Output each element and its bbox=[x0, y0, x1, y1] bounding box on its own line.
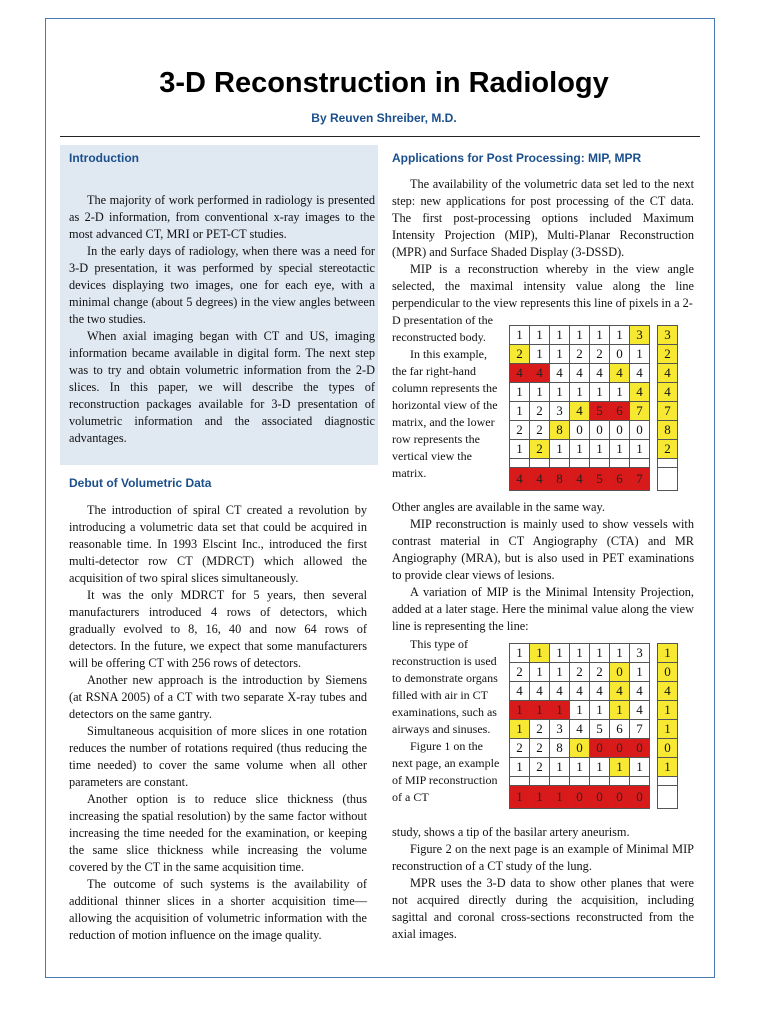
matrix-cell: 3 bbox=[630, 644, 650, 663]
matrix-cell: 1 bbox=[530, 786, 550, 809]
matrix-projection-row bbox=[510, 786, 678, 809]
paragraph: When axial imaging began with CT and US, imaging information became available in digital form. The next step was to try and obtain volumetric information from the 2-D slices. In this paper, we will describe the types of reconstruction packages available for 3-D presentation of volumetric information and the associated diagnostic advantages. bbox=[69, 329, 375, 445]
matrix-cell: 1 bbox=[610, 440, 630, 459]
debut-text bbox=[69, 502, 367, 944]
matrix-cell: 2 bbox=[510, 345, 530, 364]
paragraph: Other angles are available in the same way. bbox=[392, 500, 605, 514]
matrix-cell: 2 bbox=[530, 758, 550, 777]
paragraph: It was the only MDRCT for 5 years, then several manufacturers introduced 4 rows of detectors, which gradually evolved to 8, 16, 40 and now 64 rows of detectors. In the future, we expect that some manufacturers will be offering CT with 256 rows of detectors. bbox=[69, 588, 367, 670]
matrix-spacer bbox=[650, 786, 658, 809]
matrix-cell: 1 bbox=[658, 720, 678, 739]
matrix-spacer bbox=[650, 402, 658, 421]
matrix-cell: 0 bbox=[590, 739, 610, 758]
matrix-cell: 4 bbox=[510, 468, 530, 491]
matrix-spacer bbox=[650, 701, 658, 720]
matrix-cell: 1 bbox=[550, 701, 570, 720]
matrix-cell: 1 bbox=[550, 786, 570, 809]
matrix-cell: 4 bbox=[630, 701, 650, 720]
matrix-cell: 1 bbox=[530, 345, 550, 364]
matrix-cell: 4 bbox=[530, 682, 550, 701]
matrix-gap bbox=[510, 459, 678, 468]
matrix-cell: 2 bbox=[658, 345, 678, 364]
matrix-spacer bbox=[650, 777, 658, 786]
minip-matrix bbox=[509, 643, 678, 809]
matrix-row bbox=[510, 402, 678, 421]
matrix-cell: 7 bbox=[630, 468, 650, 491]
matrix-cell: 4 bbox=[570, 364, 590, 383]
matrix-cell: 1 bbox=[510, 440, 530, 459]
minip-wrap-text bbox=[392, 636, 502, 806]
matrix-cell: 1 bbox=[550, 644, 570, 663]
matrix-cell: 4 bbox=[530, 364, 550, 383]
matrix-cell: 1 bbox=[658, 758, 678, 777]
paragraph: MPR uses the 3-D data to show other planes that were not acquired directly during the acquisition, including sagittal and coronal cross-sections reconstructed from the axial images. bbox=[392, 876, 694, 941]
matrix-spacer bbox=[650, 459, 658, 468]
matrix-cell: 3 bbox=[550, 402, 570, 421]
matrix-cell: 5 bbox=[590, 402, 610, 421]
matrix-cell: 3 bbox=[658, 326, 678, 345]
matrix-cell: 4 bbox=[658, 682, 678, 701]
matrix-gap-cell bbox=[550, 777, 570, 786]
matrix-gap-cell bbox=[510, 777, 530, 786]
matrix-cell: 4 bbox=[590, 364, 610, 383]
paragraph: MIP reconstruction is mainly used to show vessels with contrast material in CT Angiography (CTA) and MR Angiography (MRA), but is also used in PET examinations to provide clear views of lesions. bbox=[392, 517, 694, 582]
matrix-cell: 1 bbox=[570, 758, 590, 777]
matrix-cell: 1 bbox=[530, 663, 550, 682]
matrix-spacer bbox=[650, 326, 658, 345]
matrix-cell: 1 bbox=[590, 701, 610, 720]
matrix-cell: 1 bbox=[630, 440, 650, 459]
matrix-cell: 2 bbox=[590, 663, 610, 682]
matrix-spacer bbox=[650, 383, 658, 402]
matrix-cell: 5 bbox=[590, 720, 610, 739]
matrix-cell: 7 bbox=[630, 402, 650, 421]
matrix-cell: 4 bbox=[630, 682, 650, 701]
matrix-cell: 1 bbox=[590, 644, 610, 663]
matrix-row bbox=[510, 383, 678, 402]
matrix-cell: 1 bbox=[570, 383, 590, 402]
matrix-gap-cell bbox=[550, 459, 570, 468]
matrix-cell: 4 bbox=[610, 364, 630, 383]
matrix-row bbox=[510, 364, 678, 383]
mip-wrap-text bbox=[392, 312, 502, 482]
matrix-cell: 6 bbox=[610, 720, 630, 739]
matrix-row bbox=[510, 739, 678, 758]
matrix-cell: 1 bbox=[550, 663, 570, 682]
matrix-cell: 0 bbox=[590, 786, 610, 809]
matrix-empty-cell bbox=[658, 468, 678, 491]
matrix-cell: 1 bbox=[570, 440, 590, 459]
matrix-spacer bbox=[650, 364, 658, 383]
paragraph: Figure 1 on the next page, an example of MIP reconstruction of a CT bbox=[392, 739, 500, 804]
matrix-gap-cell bbox=[570, 777, 590, 786]
matrix-cell: 7 bbox=[630, 720, 650, 739]
matrix-cell: 1 bbox=[530, 701, 550, 720]
matrix-cell: 0 bbox=[630, 739, 650, 758]
matrix-spacer bbox=[650, 421, 658, 440]
matrix-cell: 1 bbox=[570, 644, 590, 663]
matrix-gap-cell bbox=[530, 459, 550, 468]
matrix-cell: 2 bbox=[658, 440, 678, 459]
matrix-cell: 4 bbox=[610, 682, 630, 701]
matrix-cell: 8 bbox=[550, 468, 570, 491]
matrix-row bbox=[510, 326, 678, 345]
debut-heading: Debut of Volumetric Data bbox=[69, 476, 212, 490]
matrix-cell: 4 bbox=[530, 468, 550, 491]
matrix-gap-cell bbox=[610, 777, 630, 786]
matrix-cell: 4 bbox=[570, 682, 590, 701]
paragraph: Simultaneous acquisition of more slices in one rotation reduces the number of rotations required (thus reducing the time needed) to cover the same volume when all other parameters are constant. bbox=[69, 724, 367, 789]
introduction-text bbox=[69, 192, 375, 447]
matrix-cell: 2 bbox=[510, 421, 530, 440]
matrix-cell: 1 bbox=[610, 644, 630, 663]
paragraph: The majority of work performed in radiology is presented as 2-D information, from conventional x-ray images to the most advanced CT, MRI or PET-CT studies. bbox=[69, 193, 375, 241]
matrix-spacer bbox=[650, 440, 658, 459]
matrix-cell: 1 bbox=[510, 644, 530, 663]
matrix-cell: 1 bbox=[630, 345, 650, 364]
matrix-cell: 1 bbox=[590, 383, 610, 402]
matrix-cell: 2 bbox=[590, 345, 610, 364]
matrix-cell: 4 bbox=[570, 402, 590, 421]
matrix-cell: 5 bbox=[590, 468, 610, 491]
matrix-cell: 1 bbox=[510, 786, 530, 809]
matrix-cell: 1 bbox=[570, 701, 590, 720]
matrix-cell: 2 bbox=[570, 345, 590, 364]
matrix-gap-cell bbox=[658, 777, 678, 786]
matrix-cell: 0 bbox=[570, 421, 590, 440]
matrix-spacer bbox=[650, 468, 658, 491]
paragraph: D presentation of the reconstructed body. bbox=[392, 313, 493, 344]
matrix-cell: 1 bbox=[550, 440, 570, 459]
applications-intro-text bbox=[392, 176, 694, 312]
page-title: 3-D Reconstruction in Radiology bbox=[159, 67, 609, 100]
paragraph: In the early days of radiology, when there was a need for 3-D presentation, it was performed by special stereotactic devices displaying two images, one for each eye, with a minimal change (about 5 degrees) in the view angles between the two studies. bbox=[69, 244, 375, 326]
matrix-cell: 1 bbox=[510, 720, 530, 739]
paragraph: The outcome of such systems is the availability of additional thinner slices in a shorter acquisition time—allowing the acquisition of volumetric information with the reduction of motion influence on the image quality. bbox=[69, 877, 367, 942]
matrix-spacer bbox=[650, 720, 658, 739]
matrix-cell: 4 bbox=[658, 364, 678, 383]
matrix-cell: 0 bbox=[570, 786, 590, 809]
matrix-cell: 1 bbox=[570, 326, 590, 345]
matrix-cell: 8 bbox=[550, 421, 570, 440]
paragraph: study, shows a tip of the basilar artery aneurism. bbox=[392, 825, 630, 839]
matrix-cell: 2 bbox=[530, 421, 550, 440]
matrix-cell: 4 bbox=[630, 383, 650, 402]
matrix-empty-cell bbox=[658, 786, 678, 809]
matrix-spacer bbox=[650, 739, 658, 758]
matrix-cell: 0 bbox=[658, 663, 678, 682]
matrix-cell: 1 bbox=[658, 701, 678, 720]
matrix-gap-cell bbox=[510, 459, 530, 468]
paragraph: In this example, the far right-hand column represents the horizontal view of the matrix, and the lower row represents the vertical view the matrix. bbox=[392, 347, 498, 480]
matrix-gap-cell bbox=[590, 459, 610, 468]
matrix-cell: 1 bbox=[550, 326, 570, 345]
matrix-cell: 0 bbox=[610, 739, 630, 758]
matrix-cell: 1 bbox=[590, 440, 610, 459]
matrix-cell: 1 bbox=[510, 326, 530, 345]
matrix-gap-cell bbox=[570, 459, 590, 468]
matrix-cell: 0 bbox=[570, 739, 590, 758]
matrix-cell: 1 bbox=[630, 663, 650, 682]
matrix-gap-cell bbox=[630, 777, 650, 786]
matrix-cell: 4 bbox=[510, 364, 530, 383]
matrix-cell: 3 bbox=[550, 720, 570, 739]
matrix-cell: 4 bbox=[550, 682, 570, 701]
matrix-cell: 2 bbox=[530, 402, 550, 421]
matrix-row bbox=[510, 663, 678, 682]
matrix-row bbox=[510, 682, 678, 701]
matrix-cell: 4 bbox=[658, 383, 678, 402]
paragraph: The availability of the volumetric data set led to the next step: new applications for post processing of the CT data. The first post-processing options included Maximum Intensity Projection (MIP), Multi-Planar Reconstruction (MPR) and Surface Shaded Display (3-DSSD). bbox=[392, 177, 694, 259]
matrix-spacer bbox=[650, 345, 658, 364]
matrix-cell: 0 bbox=[610, 345, 630, 364]
matrix-cell: 1 bbox=[610, 701, 630, 720]
matrix-row bbox=[510, 421, 678, 440]
matrix-cell: 2 bbox=[570, 663, 590, 682]
matrix-projection-row bbox=[510, 468, 678, 491]
matrix-spacer bbox=[650, 682, 658, 701]
matrix-row bbox=[510, 758, 678, 777]
matrix-cell: 0 bbox=[610, 663, 630, 682]
matrix-cell: 8 bbox=[550, 739, 570, 758]
matrix-cell: 0 bbox=[630, 786, 650, 809]
matrix-gap-cell bbox=[590, 777, 610, 786]
matrix-row bbox=[510, 644, 678, 663]
matrix-cell: 0 bbox=[658, 739, 678, 758]
matrix-cell: 1 bbox=[510, 402, 530, 421]
matrix-cell: 2 bbox=[530, 720, 550, 739]
matrix-cell: 1 bbox=[510, 701, 530, 720]
matrix-cell: 3 bbox=[630, 326, 650, 345]
matrix-cell: 8 bbox=[658, 421, 678, 440]
matrix-cell: 2 bbox=[510, 739, 530, 758]
paragraph: Another new approach is the introduction by Siemens (at RSNA 2005) of a CT with two separate X-ray tubes and detectors on the same gantry. bbox=[69, 673, 367, 721]
matrix-row bbox=[510, 345, 678, 364]
matrix-cell: 1 bbox=[658, 644, 678, 663]
matrix-row bbox=[510, 440, 678, 459]
matrix-spacer bbox=[650, 644, 658, 663]
matrix-row bbox=[510, 720, 678, 739]
matrix-cell: 2 bbox=[510, 663, 530, 682]
matrix-cell: 1 bbox=[610, 383, 630, 402]
matrix-cell: 1 bbox=[630, 758, 650, 777]
matrix-cell: 1 bbox=[590, 758, 610, 777]
applications-mid-text bbox=[392, 499, 694, 635]
introduction-heading: Introduction bbox=[69, 151, 139, 165]
mip-matrix bbox=[509, 325, 678, 491]
matrix-gap-cell bbox=[530, 777, 550, 786]
matrix-cell: 1 bbox=[590, 326, 610, 345]
paragraph: This type of reconstruction is used to demonstrate organs filled with air in CT examinations, such as airways and sinuses. bbox=[392, 637, 498, 736]
matrix-cell: 1 bbox=[530, 644, 550, 663]
matrix-gap-cell bbox=[610, 459, 630, 468]
matrix-cell: 1 bbox=[610, 758, 630, 777]
paragraph: Figure 2 on the next page is an example of Minimal MIP reconstruction of a CT study of the lung. bbox=[392, 842, 694, 873]
matrix-cell: 4 bbox=[630, 364, 650, 383]
matrix-cell: 0 bbox=[610, 421, 630, 440]
matrix-cell: 4 bbox=[550, 364, 570, 383]
matrix-gap-cell bbox=[630, 459, 650, 468]
matrix-cell: 7 bbox=[658, 402, 678, 421]
applications-bottom-text bbox=[392, 824, 694, 943]
matrix-cell: 0 bbox=[590, 421, 610, 440]
matrix-gap-cell bbox=[658, 459, 678, 468]
matrix-cell: 4 bbox=[570, 720, 590, 739]
matrix-cell: 1 bbox=[550, 758, 570, 777]
matrix-cell: 1 bbox=[530, 326, 550, 345]
matrix-gap bbox=[510, 777, 678, 786]
matrix-cell: 4 bbox=[510, 682, 530, 701]
matrix-cell: 2 bbox=[530, 739, 550, 758]
paragraph: The introduction of spiral CT created a revolution by introducing a volumetric data set that could be acquired in reasonable time. In 1993 Elscint Inc., introduced the first multi-detector row CT (MDRCT) which allowed the acquisition of two spiral slices simultaneously. bbox=[69, 503, 367, 585]
matrix-cell: 2 bbox=[530, 440, 550, 459]
paragraph: MIP is a reconstruction whereby in the view angle selected, the maximal intensity value along the line perpendicular to the view represents this line of pixels in a 2- bbox=[392, 262, 694, 310]
matrix-spacer bbox=[650, 663, 658, 682]
matrix-cell: 1 bbox=[510, 383, 530, 402]
matrix-cell: 6 bbox=[610, 402, 630, 421]
matrix-cell: 1 bbox=[610, 326, 630, 345]
matrix-cell: 0 bbox=[630, 421, 650, 440]
matrix-cell: 6 bbox=[610, 468, 630, 491]
paragraph: A variation of MIP is the Minimal Intensity Projection, added at a later stage. Here the minimal value along the view line is representing the line: bbox=[392, 585, 694, 633]
author-byline: By Reuven Shreiber, M.D. bbox=[311, 111, 457, 125]
matrix-cell: 1 bbox=[550, 345, 570, 364]
matrix-row bbox=[510, 701, 678, 720]
matrix-cell: 1 bbox=[550, 383, 570, 402]
matrix-cell: 1 bbox=[530, 383, 550, 402]
matrix-spacer bbox=[650, 758, 658, 777]
matrix-cell: 0 bbox=[610, 786, 630, 809]
applications-heading: Applications for Post Processing: MIP, MPR bbox=[392, 151, 642, 165]
header-divider bbox=[60, 136, 700, 137]
matrix-cell: 4 bbox=[570, 468, 590, 491]
matrix-cell: 1 bbox=[510, 758, 530, 777]
matrix-cell: 4 bbox=[590, 682, 610, 701]
paragraph: Another option is to reduce slice thickness (thus increasing the spatial resolution) by the same factor without increasing the time needed for the examination, or keeping the same slice thickness while increasing the volume covered by the CT in the same acquisition time. bbox=[69, 792, 367, 874]
